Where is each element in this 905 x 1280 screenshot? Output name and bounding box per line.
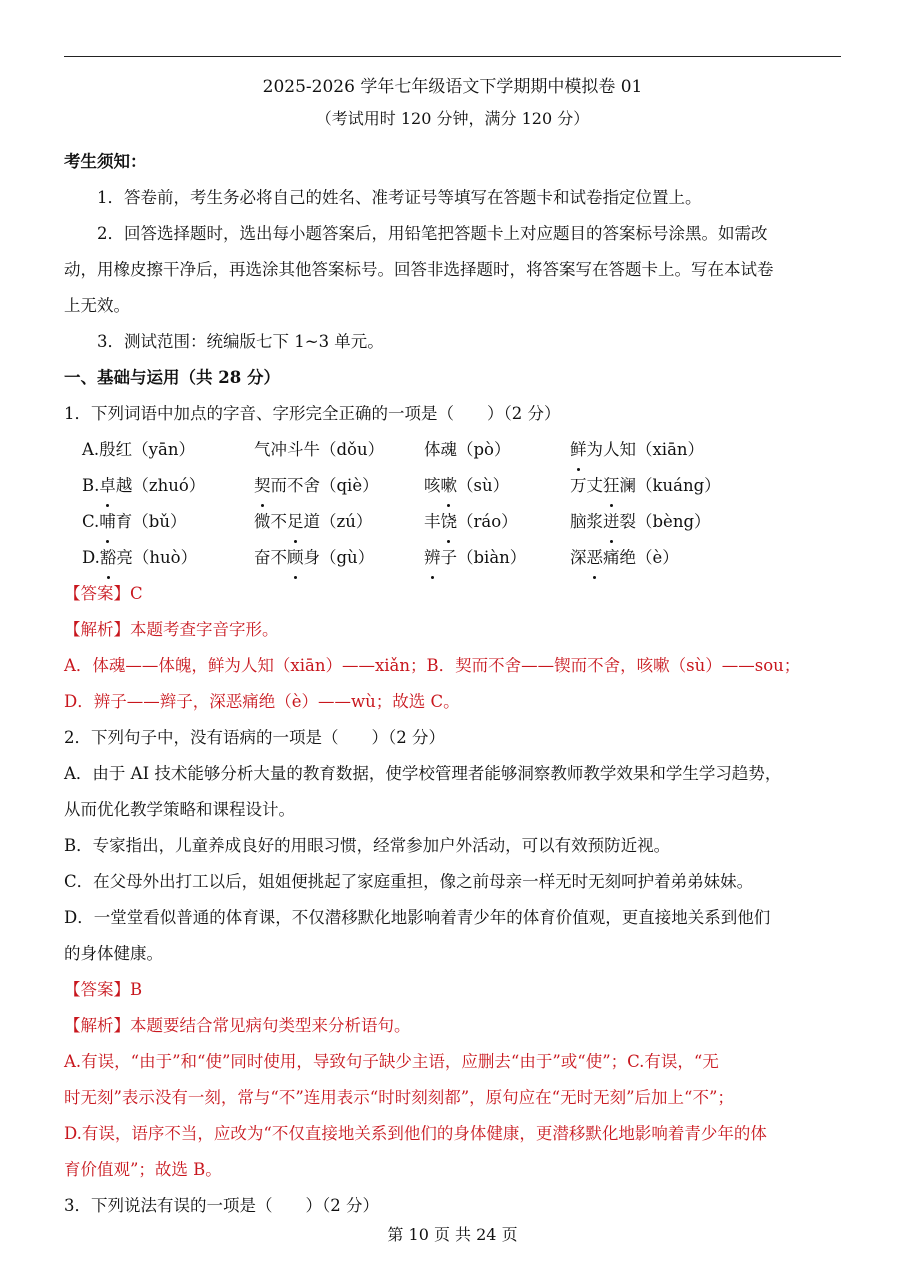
q1-option-word [570, 468, 760, 504]
q3-stem: 3．下列说法有误的一项是（ ）（2 分） [64, 1196, 379, 1215]
word-text: 红（yān） [115, 440, 195, 459]
word-text: 深 [570, 548, 587, 567]
notice-item-3: 3．测试范围：统编版七下 1~3 单元。 [97, 332, 384, 351]
q1-option-label: B. [82, 476, 100, 495]
q1-analysis-line2: D．辨子——辫子，深恶痛绝（è）——wù；故选 C。 [64, 692, 460, 711]
dotted-character: 契 [254, 468, 271, 504]
q1-option-word [424, 432, 570, 468]
word-text: 牛（dǒu） [303, 440, 385, 459]
word-text: 育（bǔ） [115, 512, 187, 531]
dotted-character: 鲜 [570, 432, 587, 468]
q1-option-row [64, 468, 841, 504]
exam-subtitle: （考试用时 120 分钟，满分 120 分） [315, 109, 590, 128]
word-text: 体魂 [424, 440, 457, 459]
section-heading: 一、基础与运用（共 28 分） [64, 368, 280, 387]
word-text: 裂（bèng） [619, 512, 711, 531]
q1-analysis-line1: A．体魂——体魄，鲜为人知（xiān）——xiǎn；B．契而不舍——锲而不舍，咳嗽（sù）——sou； [64, 656, 801, 675]
notice-heading: 考生须知： [64, 152, 147, 171]
exam-title: 2025-2026 学年七年级语文下学期期中模拟卷 01 [262, 77, 643, 97]
word-text: 奋不 [254, 548, 287, 567]
word-text: 咳 [424, 476, 441, 495]
page-number: 第 10 页 共 24 页 [387, 1225, 518, 1244]
q1-option-row [64, 540, 841, 576]
q1-option-word [254, 432, 424, 468]
q1-option-label: A. [82, 440, 100, 459]
q1-option-word [82, 540, 254, 576]
word-text: （pò） [457, 440, 511, 459]
word-text: 脑浆 [570, 512, 603, 531]
dotted-character: 豁 [100, 540, 117, 576]
q1-option-word [570, 540, 760, 576]
q2-stem: 2．下列句子中，没有语病的一项是（ ）（2 分） [64, 728, 445, 747]
header-rule [64, 56, 841, 57]
q2-analysis-line4: 育价值观”；故选 B。 [64, 1160, 222, 1179]
q1-option-word [570, 504, 760, 540]
dotted-character: 恶 [587, 540, 604, 576]
q1-option-row [64, 504, 841, 540]
q1-answer: 【答案】C [64, 584, 143, 603]
notice-item-2-line1: 2．回答选择题时，选出每小题答案后，用铅笔把答题卡上对应题目的答案标号涂黑。如需改 [97, 224, 768, 243]
q1-option-row [64, 432, 841, 468]
word-text: 澜（kuáng） [619, 476, 721, 495]
word-text: （ráo） [457, 512, 518, 531]
word-text: 丰 [424, 512, 441, 531]
q1-option-word [254, 504, 424, 540]
word-text: 殷 [99, 440, 116, 459]
word-text: 痛绝（è） [603, 548, 679, 567]
q2-answer: 【答案】B [64, 980, 143, 999]
q2-option-d-line1: D．一堂堂看似普通的体育课，不仅潜移默化地影响着青少年的体育价值观，更直接地关系到他们 [64, 908, 771, 927]
q2-analysis-line1: A.有误，“由于”和“使”同时使用，导致句子缺少主语，应删去“由于”或“使”；C.有误，“无 [64, 1052, 719, 1071]
q1-option-word [82, 504, 254, 540]
q1-option-word [254, 540, 424, 576]
dotted-character: 足 [287, 504, 304, 540]
q1-option-label: C. [82, 512, 100, 531]
q2-option-a-line1: A．由于 AI 技术能够分析大量的教育数据，使学校管理者能够洞察教师教学效果和学生学习趋势， [64, 764, 782, 783]
q2-option-b: B．专家指出，儿童养成良好的用眼习惯，经常参加户外活动，可以有效预防近视。 [64, 836, 671, 855]
word-text: 微不 [254, 512, 287, 531]
word-text: 亮（huò） [116, 548, 198, 567]
notice-item-1: 1．答卷前，考生务必将自己的姓名、准考证号等填写在答题卡和试卷指定位置上。 [97, 188, 702, 207]
word-text: （sù） [457, 476, 510, 495]
q1-option-word [570, 432, 760, 468]
word-text: 气冲斗 [254, 440, 304, 459]
dotted-character: 哺 [99, 504, 116, 540]
q1-options [64, 432, 841, 576]
dotted-character: 饶 [441, 504, 458, 540]
notice-item-2-line3: 上无效。 [64, 296, 130, 315]
q2-analysis-intro: 【解析】本题要结合常见病句类型来分析语句。 [64, 1016, 411, 1035]
dotted-character: 迸 [603, 504, 620, 540]
page-content [64, 144, 841, 1224]
word-text: 道（zú） [303, 512, 373, 531]
word-text: 越（zhuó） [115, 476, 206, 495]
q1-option-label: D. [82, 548, 100, 567]
q1-stem: 1．下列词语中加点的字音、字形完全正确的一项是（ ）（2 分） [64, 404, 561, 423]
q2-option-c: C．在父母外出打工以后，姐姐便挑起了家庭重担，像之前母亲一样无时无刻呵护着弟弟妹妹。 [64, 872, 754, 891]
word-text: 万丈 [570, 476, 603, 495]
dotted-character: 嗽 [441, 468, 458, 504]
dotted-character: 顾 [287, 540, 304, 576]
q1-option-word [82, 468, 254, 504]
word-text: 而不舍（qiè） [270, 476, 379, 495]
q2-analysis-line2: 时无刻”表示没有一刻，常与“不”连用表示“时时刻刻都”，原句应在“无时无刻”后加上“不”； [64, 1088, 734, 1107]
q1-option-word [254, 468, 424, 504]
q1-option-word [82, 432, 254, 468]
q2-option-a-line2: 从而优化教学策略和课程设计。 [64, 800, 295, 819]
q2-option-d-line2: 的身体健康。 [64, 944, 163, 963]
notice-item-2-line2: 动，用橡皮擦干净后，再选涂其他答案标号。回答非选择题时，将答案写在答题卡上。写在本试卷 [64, 260, 774, 279]
q1-option-word [424, 504, 570, 540]
q1-analysis-intro: 【解析】本题考查字音字形。 [64, 620, 279, 639]
word-text: 子（biàn） [440, 548, 527, 567]
q1-option-word [424, 540, 570, 576]
word-text: 身（gù） [303, 548, 375, 567]
dotted-character: 辨 [424, 540, 441, 576]
q2-analysis-line3: D.有误，语序不当，应改为“不仅直接地关系到他们的身体健康，更潜移默化地影响着青少年的体 [64, 1124, 767, 1143]
q1-option-word [424, 468, 570, 504]
word-text: 为人知（xiān） [586, 440, 705, 459]
dotted-character: 狂 [603, 468, 620, 504]
dotted-character: 卓 [99, 468, 116, 504]
